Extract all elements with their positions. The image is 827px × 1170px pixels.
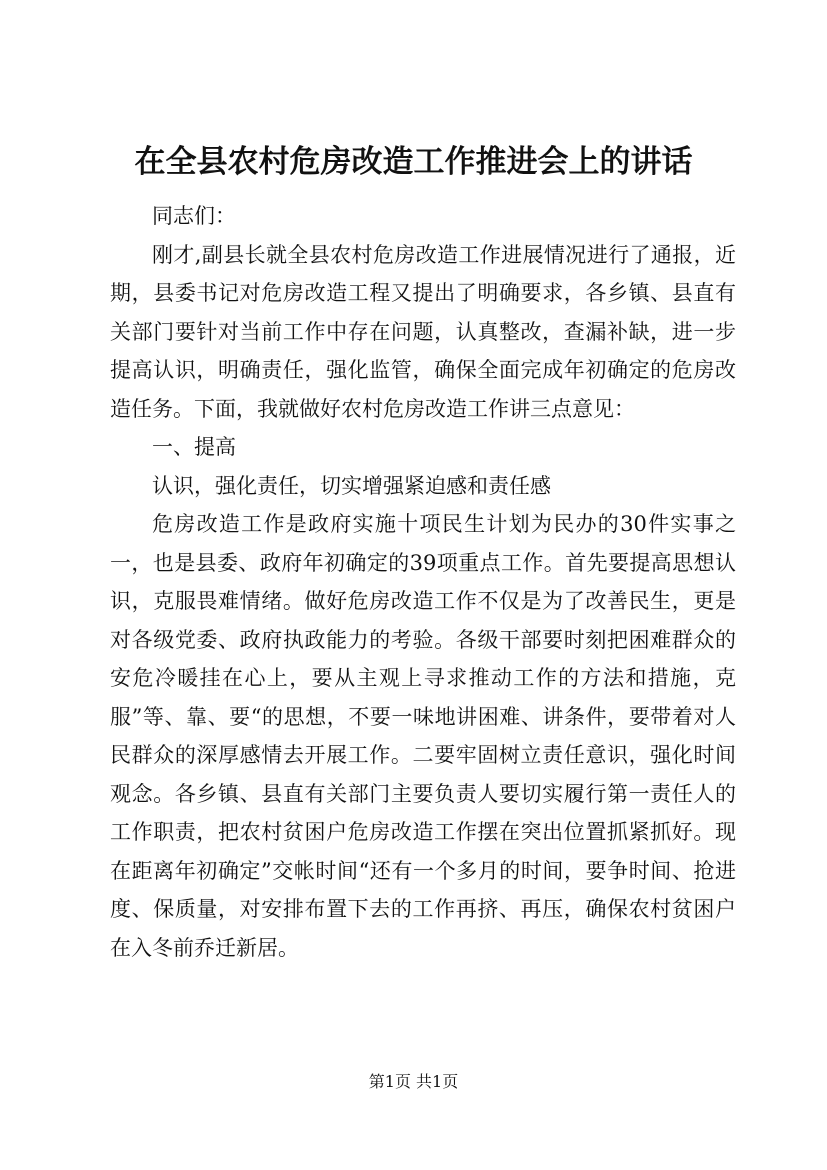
document-body [110, 197, 736, 967]
intro-paragraph: 刚才,副县长就全县农村危房改造工作进展情况进行了通报，近期，县委书记对危房改造工程又提出了明确要求，各乡镇、县直有关部门要针对当前工作中存在问题，认真整改，查漏补缺，进一步提高认识，明确责任，强化监管，确保全面完成年初确定的危房改造任务。下面，我就做好农村危房改造工作讲三点意见： [110, 242, 736, 421]
salutation-paragraph: 同志们： [152, 204, 236, 228]
section-heading-part2: 认识，强化责任，切实增强紧迫感和责任感 [152, 473, 551, 498]
section-body-paragraph: 危房改造工作是政府实施十项民生计划为民办的30件实事之一，也是县委、政府年初确定的39项重点工作。首先要提高思想认识，克服畏难情绪。做好危房改造工作不仅是为了改善民生，更是对各级党委、政府执政能力的考验。各级干部要时刻把困难群众的安危冷暖挂在心上，要从主观上寻求推动工作的方法和措施，克服”等、靠、要“的思想，不要一味地讲困难、讲条件，要带着对人民群众的深厚感情去开展工作。二要牢固树立责任意识，强化时间观念。各乡镇、县直有关部门主要负责人要切实履行第一责任人的工作职责，把农村贫困户危房改造工作摆在突出位置抓紧抓好。现在距离年初确定”交帐时间“还有一个多月的时间，要争时间、抢进度、保质量，对安排布置下去的工作再挤、再压，确保农村贫困户在入冬前乔迁新居。 [110, 512, 736, 960]
document-title: 在全县农村危房改造工作推进会上的讲话 [134, 144, 693, 180]
page-footer: 第1页 共1页 [368, 1072, 459, 1091]
section-heading-part1: 一、提高 [152, 435, 236, 459]
